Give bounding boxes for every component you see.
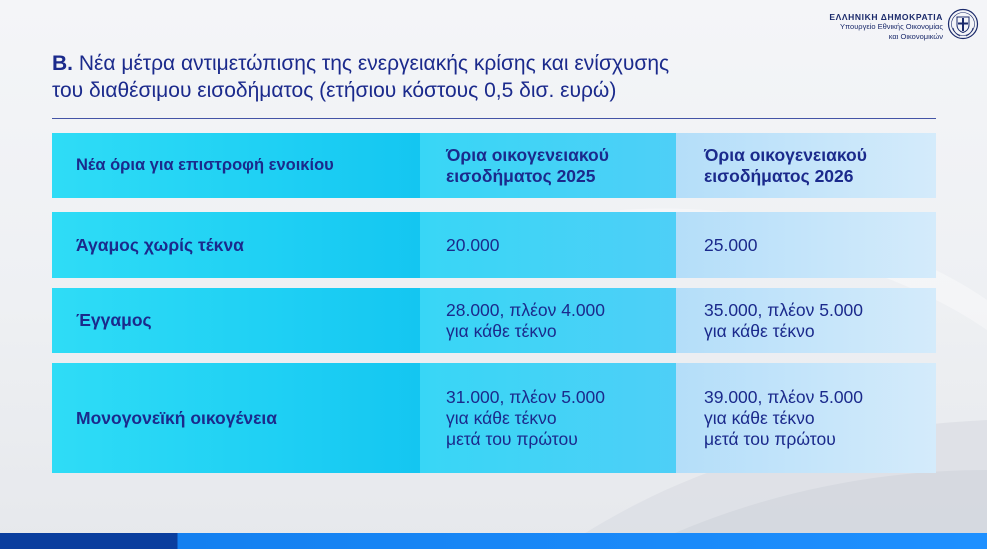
table-cell — [52, 212, 420, 278]
ministry-logo — [829, 8, 979, 42]
greek-emblem-icon — [947, 8, 979, 40]
title-line1: Νέα μέτρα αντιμετώπισης της ενεργειακής κρίσης και ενίσχυσης — [78, 52, 670, 75]
table-header-row — [52, 133, 936, 198]
table-row — [52, 288, 936, 353]
table-row — [52, 212, 936, 278]
cell-value: 35.000, πλέον 5.000 για κάθε τέκνο — [704, 299, 864, 341]
table-cell — [420, 212, 676, 278]
footer-bar — [0, 533, 987, 549]
header-2026: Όρια οικογενειακού εισοδήματος 2026 — [704, 144, 867, 186]
row-label-single-parent: Μονογονεϊκή οικογένεια — [76, 407, 278, 428]
table-row — [52, 363, 936, 473]
table-cell — [420, 363, 676, 473]
logo-line3: και Οικονομικών — [888, 32, 943, 41]
cell-value: 20.000 — [446, 234, 500, 255]
row-label-single: Άγαμος χωρίς τέκνα — [76, 234, 244, 255]
cell-value: 28.000, πλέον 4.000 για κάθε τέκνο — [446, 299, 606, 341]
header-cell — [52, 133, 420, 198]
table-cell — [676, 288, 936, 353]
table-cell — [420, 288, 676, 353]
section-letter: B. — [52, 52, 73, 75]
page-title — [52, 50, 912, 104]
table-cell — [676, 212, 936, 278]
table-cell — [52, 363, 420, 473]
cell-value: 39.000, πλέον 5.000 για κάθε τέκνο μετά του πρώτου — [704, 386, 864, 449]
table-cell — [52, 288, 420, 353]
header-2025: Όρια οικογενειακού εισοδήματος 2025 — [446, 144, 609, 186]
ministry-name — [829, 12, 943, 42]
header-rent-limits: Νέα όρια για επιστροφή ενοικίου — [76, 156, 334, 174]
row-label-married: Έγγαμος — [76, 310, 152, 330]
header-cell — [420, 133, 676, 198]
header-cell — [676, 133, 936, 198]
title-divider — [52, 118, 936, 119]
logo-line1: ΕΛΛΗΝΙΚΗ ΔΗΜΟΚΡΑΤΙΑ — [829, 12, 943, 22]
cell-value: 31.000, πλέον 5.000 για κάθε τέκνο μετά του πρώτου — [446, 386, 606, 449]
cell-value: 25.000 — [704, 234, 758, 255]
table-cell — [676, 363, 936, 473]
logo-line2: Υπουργείο Εθνικής Οικονομίας — [839, 22, 943, 31]
title-line2: του διαθέσιμου εισοδήματος (ετήσιου κόστους 0,5 δισ. ευρώ) — [52, 79, 617, 102]
